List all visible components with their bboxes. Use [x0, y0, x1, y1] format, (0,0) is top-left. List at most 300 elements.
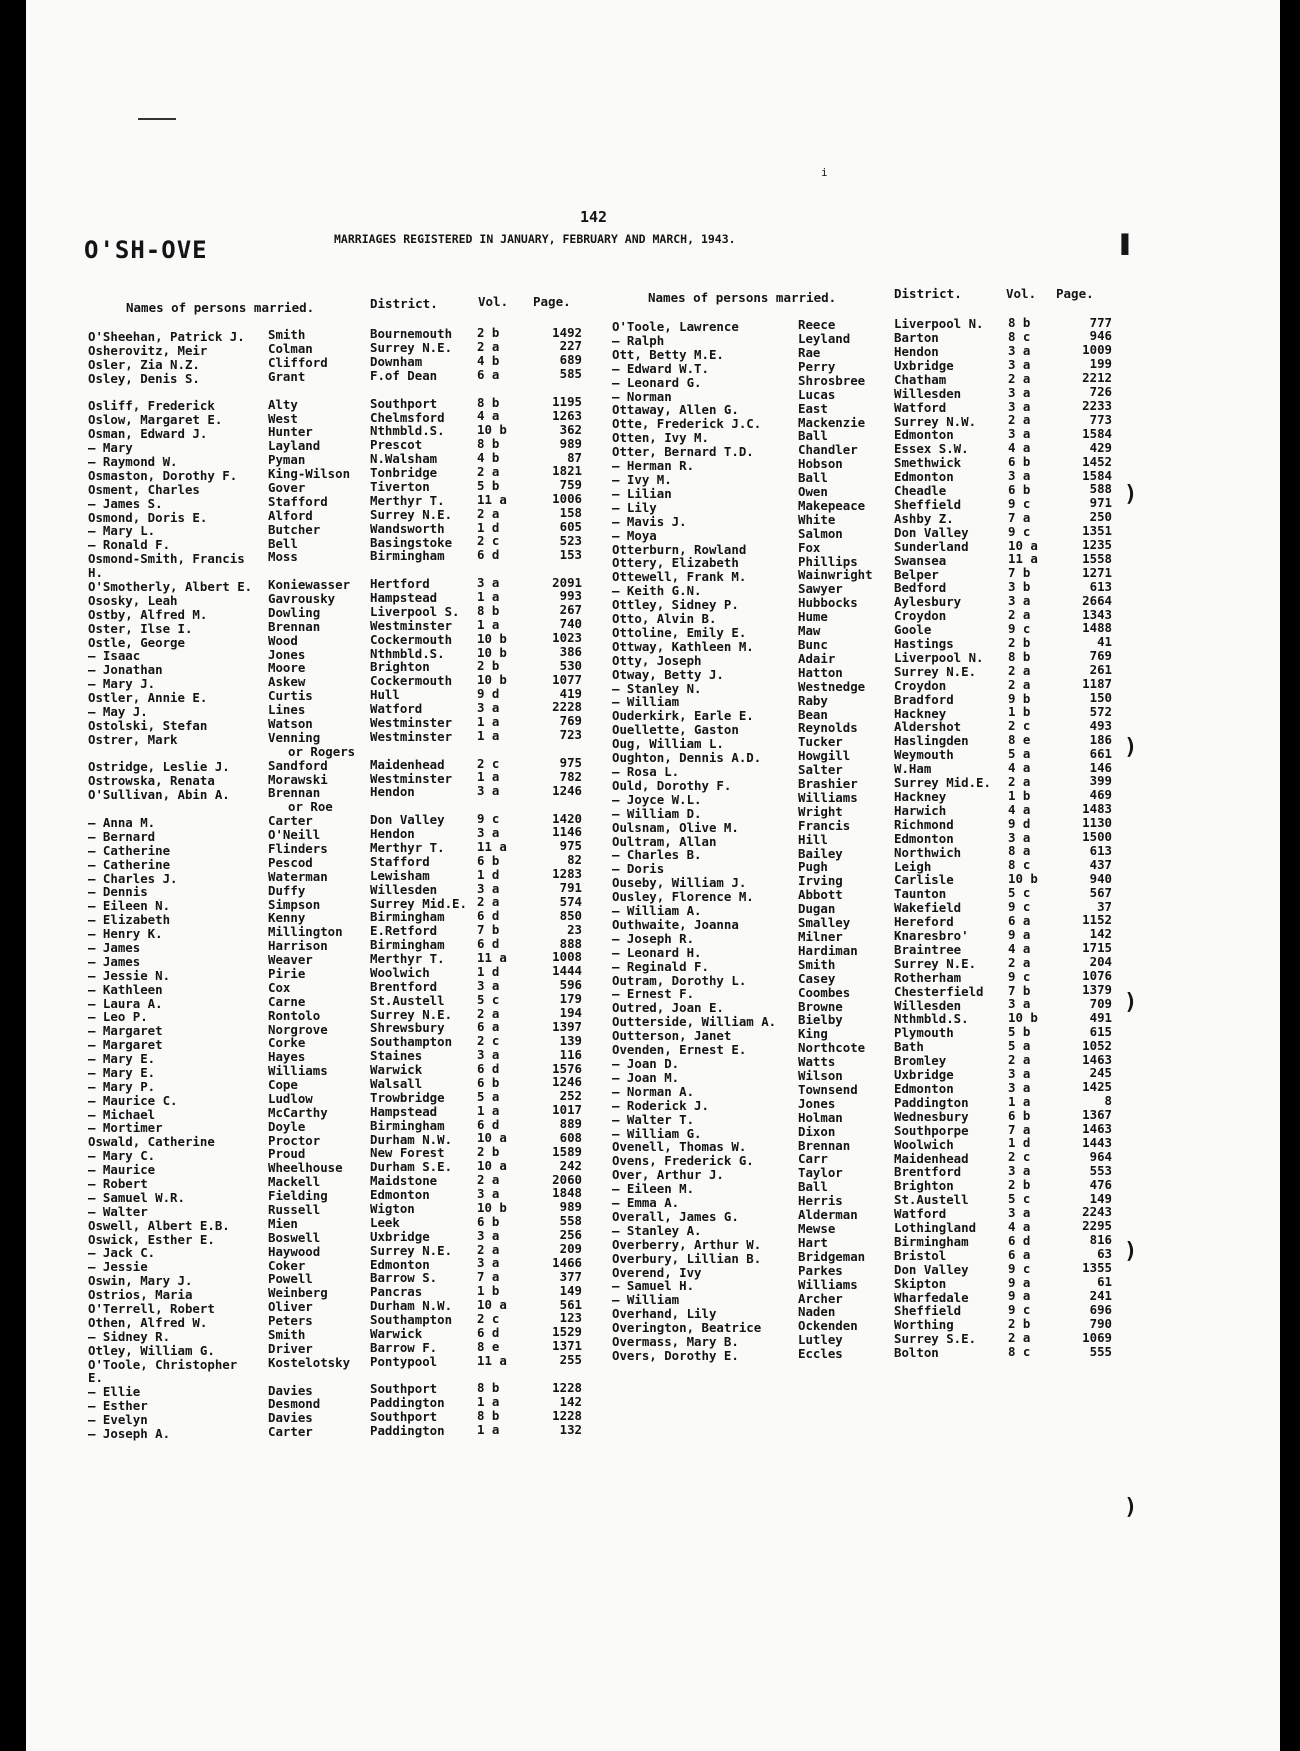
entry-volume: 4 a: [1008, 801, 1031, 817]
entry-name: — Esther: [88, 1398, 148, 1414]
entry-page: 1069: [1082, 1329, 1112, 1345]
entry-page: 87: [567, 449, 582, 465]
entry-page: 1351: [1082, 523, 1112, 539]
entry-name: Ott, Betty M.E.: [612, 346, 724, 362]
entry-page: 709: [1089, 995, 1112, 1011]
entry-spouse-surname: Kenny: [268, 910, 306, 926]
entry-name: Oswin, Mary J.: [88, 1273, 193, 1289]
entry-district: Birmingham: [370, 937, 445, 953]
entry-volume: 6 d: [477, 1324, 500, 1340]
entry-district: Surrey N.W.: [894, 413, 977, 429]
entry-page: 1821: [552, 463, 582, 479]
entry-spouse-surname: Pirie: [268, 965, 306, 981]
entry-district: New Forest: [370, 1145, 445, 1161]
entry-name: — Leo P.: [88, 1009, 148, 1025]
entry-district: Bournemouth: [370, 326, 453, 342]
entry-district: Liverpool N.: [894, 316, 984, 332]
entry-volume: 7 b: [477, 922, 500, 938]
punch-hole-mark-icon: ): [1124, 735, 1138, 760]
entry-page: 975: [559, 755, 582, 770]
entry-volume: 9 c: [1008, 899, 1031, 914]
entry-name: — Norman A.: [612, 1083, 695, 1099]
entry-district: Hendon: [370, 826, 415, 841]
entry-page: 940: [1089, 870, 1112, 886]
entry-spouse-surname: Kostelotsky: [268, 1354, 351, 1370]
entry-volume: 8 c: [1008, 328, 1031, 344]
entry-district: Hackney: [894, 788, 947, 804]
entry-district: Downham: [370, 354, 423, 369]
entry-spouse-surname: Northcote: [798, 1040, 866, 1056]
entry-volume: 4 a: [1008, 760, 1031, 775]
entry-spouse-surname: Desmond: [268, 1396, 321, 1412]
entry-name: Overbury, Lillian B.: [612, 1250, 762, 1266]
entry-spouse-surname: Owen: [798, 484, 828, 499]
entry-page: 362: [559, 421, 582, 437]
entry-page: 252: [559, 1088, 582, 1104]
entry-district: Chelmsford: [370, 409, 445, 425]
right-header-page: Page.: [1056, 286, 1094, 301]
entry-spouse-surname: Butcher: [268, 521, 321, 537]
entry-name: — Bernard: [88, 828, 156, 844]
entry-spouse-surname: Leyland: [798, 331, 851, 346]
entry-volume: 2 a: [477, 1241, 500, 1257]
entry-spouse-surname: Askew: [268, 674, 306, 690]
entry-name: — Joan D.: [612, 1056, 680, 1071]
entry-district: Bath: [894, 1039, 924, 1055]
entry-volume: 9 d: [477, 686, 500, 702]
entry-name: Oug, William L.: [612, 736, 724, 752]
entry-spouse-surname: Oliver: [268, 1299, 313, 1315]
entry-district: Stafford: [370, 853, 430, 869]
entry-page: 158: [559, 505, 582, 521]
entry-spouse-surname: Boswell: [268, 1229, 321, 1245]
entry-spouse-surname: Hatton: [798, 664, 843, 680]
entry-volume: 6 b: [1008, 454, 1031, 470]
entry-district: Bolton: [894, 1345, 939, 1361]
entry-spouse-surname: Coombes: [798, 984, 851, 1000]
entry-district: Lothingland: [894, 1220, 977, 1235]
entry-volume: 4 a: [1008, 940, 1031, 956]
entry-name: H.: [88, 565, 103, 580]
entry-volume: 6 a: [1008, 1246, 1031, 1262]
entry-name: — Mary L.: [88, 523, 156, 539]
entry-page: 1425: [1082, 1079, 1112, 1095]
entry-name: Overington, Beatrice: [612, 1320, 762, 1336]
entry-district: Taunton: [894, 886, 947, 902]
entry-spouse-surname: Moss: [268, 549, 298, 565]
entry-page: 267: [559, 602, 582, 618]
entry-name: Ovenden, Ernest E.: [612, 1042, 747, 1058]
entry-name: Oulsnam, Olive M.: [612, 819, 739, 835]
entry-name: — William: [612, 694, 680, 710]
entry-page: 1017: [552, 1102, 582, 1118]
entry-district: Surrey Mid.E.: [370, 895, 467, 911]
register-title: MARRIAGES REGISTERED IN JANUARY, FEBRUARY AND MARCH, 1943.: [334, 232, 736, 246]
entry-volume: 8 b: [1008, 648, 1031, 664]
margin-dash: [138, 118, 176, 120]
entry-spouse-surname: Hobson: [798, 456, 843, 472]
entry-volume: 10 b: [1008, 1010, 1038, 1026]
entry-volume: 3 a: [1008, 356, 1031, 372]
entry-page: 1443: [1082, 1134, 1112, 1150]
entry-spouse-surname: Mien: [268, 1215, 298, 1231]
entry-name: — Mary P.: [88, 1078, 156, 1094]
entry-volume: 4 a: [477, 408, 500, 424]
entry-name: — Jack C.: [88, 1245, 156, 1261]
entry-page: 186: [1089, 731, 1112, 747]
entry-spouse-surname: Casey: [798, 970, 836, 986]
entry-volume: 3 a: [1008, 342, 1031, 358]
entry-volume: 10 b: [477, 644, 507, 660]
entry-name: Ould, Dorothy F.: [612, 777, 732, 793]
entry-district: Uxbridge: [370, 1228, 430, 1244]
entry-page: 2091: [552, 574, 582, 590]
entry-page: 1228: [552, 1379, 582, 1395]
entry-spouse-surname: Carter: [268, 813, 313, 829]
entry-name: Osley, Denis S.: [88, 370, 200, 386]
entry-district: Shrewsbury: [370, 1020, 445, 1036]
entry-spouse-surname: Flinders: [268, 840, 328, 856]
entry-page: 740: [559, 616, 582, 632]
entry-page: 1343: [1082, 606, 1112, 622]
entry-spouse-surname: Maw: [798, 623, 821, 638]
entry-page: 1584: [1082, 425, 1112, 441]
entry-spouse-surname: Watts: [798, 1054, 836, 1070]
entry-page: 1187: [1082, 676, 1112, 692]
entry-district: Goole: [894, 622, 932, 638]
entry-spouse-surname: Ockenden: [798, 1318, 858, 1334]
entry-spouse-surname: Weinberg: [268, 1285, 328, 1301]
entry-volume: 10 b: [477, 630, 507, 646]
entry-name: — James: [88, 939, 141, 955]
entry-spouse-surname: Carter: [268, 1424, 313, 1440]
entry-page: 1023: [552, 630, 582, 645]
entry-spouse-surname: Moore: [268, 660, 306, 676]
entry-page: 1420: [552, 810, 582, 826]
entry-volume: 6 b: [1008, 1107, 1031, 1123]
entry-name: — Edward W.T.: [612, 360, 709, 376]
entry-district: Paddington: [894, 1094, 969, 1110]
entry-spouse-surname: Dugan: [798, 901, 836, 917]
entry-district: Weymouth: [894, 747, 954, 763]
entry-name: — May J.: [88, 703, 148, 719]
entry-district: Southport: [370, 395, 438, 411]
entry-name: Otty, Joseph: [612, 652, 702, 668]
entry-name: — Emma A.: [612, 1195, 680, 1210]
entry-page: 1558: [1082, 550, 1112, 566]
entry-page: 993: [559, 588, 582, 604]
entry-volume: 10 a: [477, 1130, 507, 1146]
entry-name: — Laura A.: [88, 995, 163, 1011]
entry-volume: 11 a: [477, 949, 507, 965]
entry-district: Southampton: [370, 1312, 453, 1327]
entry-page: 726: [1089, 384, 1112, 399]
entry-page: 1379: [1082, 982, 1112, 997]
entry-district: Westminster: [370, 715, 453, 730]
entry-name: Otterburn, Rowland: [612, 541, 747, 557]
entry-name: O'Sheehan, Patrick J.: [88, 329, 245, 344]
entry-spouse-surname: Alford: [268, 507, 313, 523]
entry-volume: 10 a: [477, 1158, 507, 1174]
entry-district: Hampstead: [370, 590, 438, 605]
entry-district: Hendon: [894, 344, 939, 359]
entry-name: Oslow, Margaret E.: [88, 412, 223, 428]
entry-spouse-surname: Naden: [798, 1304, 836, 1320]
entry-volume: 9 a: [1008, 926, 1031, 942]
entry-district: Uxbridge: [894, 357, 954, 373]
entry-district: Sheffield: [894, 496, 962, 512]
entry-district: Hastings: [894, 636, 954, 651]
entry-name: Ovens, Frederick G.: [612, 1153, 754, 1169]
entry-name: Ososky, Leah: [88, 592, 178, 608]
entry-district: Cheadle: [894, 483, 947, 498]
entry-name: Osmond-Smith, Francis: [88, 551, 245, 567]
entry-name: — Eileen N.: [88, 898, 171, 914]
entry-volume: 9 c: [1008, 968, 1031, 984]
entry-page: 561: [559, 1296, 582, 1312]
entry-volume: 1 b: [1008, 787, 1031, 803]
entry-name: — Ernest F.: [612, 986, 695, 1002]
entry-page: 558: [559, 1213, 582, 1229]
entry-district: Bristol: [894, 1247, 947, 1263]
entry-volume: 8 b: [477, 602, 500, 618]
entry-volume: 6 d: [1008, 1232, 1031, 1248]
entry-page: 1500: [1082, 829, 1112, 844]
entry-name: — Walter: [88, 1203, 148, 1219]
entry-page: 1584: [1082, 467, 1112, 483]
entry-district: Sheffield: [894, 1303, 962, 1319]
entry-page: 1715: [1082, 940, 1112, 956]
entry-district: Hull: [370, 687, 400, 703]
entry-spouse-surname: King: [798, 1026, 828, 1042]
entry-page: 1008: [552, 949, 582, 965]
entry-district: F.of Dean: [370, 367, 438, 383]
entry-page: 399: [1089, 773, 1112, 789]
entry-volume: 1 a: [477, 713, 500, 729]
entry-district: Worthing: [894, 1317, 954, 1333]
entry-volume: 4 b: [477, 450, 500, 466]
entry-district: Merthyr T.: [370, 492, 445, 508]
entry-spouse-surname: Davies: [268, 1382, 313, 1398]
left-header-district: District.: [370, 296, 438, 311]
entry-district: Woolwich: [894, 1136, 954, 1152]
entry-spouse-surname: Davies: [268, 1410, 313, 1426]
entry-spouse-surname: Dowling: [268, 604, 321, 620]
entry-page: 1397: [552, 1018, 582, 1034]
entry-spouse-surname: Mackenzie: [798, 414, 866, 430]
entry-spouse-surname: Pugh: [798, 859, 828, 875]
entry-spouse-surname: Harrison: [268, 938, 328, 954]
entry-district: Birmingham: [370, 1117, 445, 1133]
entry-page: 1355: [1082, 1260, 1112, 1276]
entry-volume: 2 a: [1008, 662, 1031, 678]
entry-spouse-surname: Watson: [268, 716, 313, 731]
entry-page: 596: [559, 977, 582, 993]
entry-page: 613: [1089, 842, 1112, 858]
entry-district: Uxbridge: [894, 1067, 954, 1082]
entry-spouse-surname: Simpson: [268, 896, 321, 912]
entry-name: — Ronald F.: [88, 537, 171, 553]
entry-district: Hackney: [894, 705, 947, 721]
entry-district: Leigh: [894, 858, 932, 874]
entry-spouse-surname: Lucas: [798, 386, 836, 402]
entry-name: — Sidney R.: [88, 1328, 171, 1344]
entry-district: Brighton: [894, 1178, 954, 1194]
entry-spouse-surname: Herris: [798, 1193, 843, 1209]
entry-district: Croydon: [894, 608, 947, 624]
entry-page: 850: [559, 907, 582, 923]
entry-page: 1146: [552, 824, 582, 840]
entry-volume: 1 a: [477, 769, 500, 785]
entry-spouse-surname: Bridgeman: [798, 1248, 866, 1264]
entry-name: Otte, Frederick J.C.: [612, 416, 762, 432]
entry-district: Surrey N.E.: [370, 506, 453, 522]
entry-district: Wigton: [370, 1200, 415, 1216]
entry-page: 574: [559, 893, 582, 909]
entry-volume: 3 a: [1008, 1205, 1031, 1220]
entry-name: — Catherine: [88, 856, 171, 872]
entry-page: 971: [1089, 495, 1112, 511]
entry-volume: 9 c: [1008, 523, 1031, 539]
entry-district: Braintree: [894, 941, 962, 957]
entry-page: 1483: [1082, 801, 1112, 817]
entry-district: Northwich: [894, 844, 962, 860]
entry-district: Rotherham: [894, 969, 962, 985]
entry-district: Westminster: [370, 617, 453, 633]
entry-volume: 2 b: [477, 325, 500, 341]
entry-name: Outred, Joan E.: [612, 1000, 724, 1016]
entry-district: Sunderland: [894, 538, 969, 554]
entry-spouse-surname: Wilson: [798, 1068, 843, 1083]
entry-name: Otley, William G.: [88, 1342, 215, 1358]
entry-page: 61: [1097, 1274, 1112, 1289]
entry-spouse-surname: Bielby: [798, 1012, 843, 1028]
entry-page: 530: [559, 657, 582, 673]
entry-page: 790: [1089, 1315, 1112, 1331]
entry-page: 139: [559, 1032, 582, 1048]
entry-district: Wednesbury: [894, 1108, 969, 1124]
entry-name: — Charles B.: [612, 847, 702, 863]
entry-page: 8: [1104, 1093, 1112, 1109]
entry-district: Aldershot: [894, 719, 962, 735]
entry-page: 605: [559, 518, 582, 534]
entry-volume: 1 d: [477, 519, 500, 535]
entry-volume: 3 a: [1008, 996, 1031, 1012]
entry-spouse-surname: Wright: [798, 803, 843, 819]
entry-page: 1006: [552, 491, 582, 507]
entry-volume: 2 a: [1008, 1052, 1031, 1067]
entry-name: Ostrer, Mark: [88, 731, 178, 747]
entry-page: 146: [1089, 759, 1112, 775]
entry-volume: 2 a: [477, 339, 500, 354]
entry-page: 1130: [1082, 815, 1112, 831]
entry-page: 179: [559, 991, 582, 1006]
entry-page: 2228: [552, 699, 582, 715]
entry-volume: 2 c: [477, 533, 500, 549]
entry-volume: 2 c: [1008, 718, 1031, 734]
entry-district: Westminster: [370, 770, 453, 786]
entry-district: Barton: [894, 330, 939, 346]
entry-spouse-surname: Peters: [268, 1313, 313, 1328]
entry-volume: 9 c: [477, 811, 500, 827]
entry-page: 209: [559, 1241, 582, 1256]
entry-spouse-surname: Curtis: [268, 688, 313, 704]
entry-name: Ostle, George: [88, 634, 185, 650]
entry-name: — James: [88, 953, 141, 969]
entry-spouse-surname: Perry: [798, 358, 836, 374]
entry-page: 1235: [1082, 537, 1112, 552]
entry-volume: 2 a: [477, 464, 500, 479]
entry-volume: 2 a: [1008, 412, 1031, 428]
entry-district: Edmonton: [894, 830, 954, 846]
entry-spouse-surname: Taylor: [798, 1165, 843, 1181]
entry-name: Otter, Bernard T.D.: [612, 444, 754, 460]
entry-volume: 1 d: [477, 866, 500, 882]
left-header-page: Page.: [533, 294, 571, 309]
entry-volume: 3 a: [477, 783, 500, 799]
entry-name: — Maurice C.: [88, 1092, 178, 1108]
entry-spouse-surname: King-Wilson: [268, 466, 351, 482]
entry-district: Harwich: [894, 802, 947, 818]
entry-spouse-surname: Millington: [268, 924, 343, 940]
entry-spouse-surname: Koniewasser: [268, 577, 351, 593]
entry-spouse-surname: Layland: [268, 438, 321, 454]
entry-name: Ouellette, Gaston: [612, 722, 739, 738]
entry-district: Barrow F.: [370, 1339, 438, 1355]
entry-volume: 3 a: [1008, 1079, 1031, 1095]
entry-spouse-surname: Howgill: [798, 748, 851, 764]
entry-name: — Mary E.: [88, 1064, 156, 1080]
entry-district: Durham S.E.: [370, 1159, 453, 1175]
section-range: O'SH-OVE: [84, 236, 208, 264]
entry-spouse-surname: Bell: [268, 535, 298, 551]
entry-name: Ottery, Elizabeth: [612, 555, 739, 571]
entry-spouse-surname: Corke: [268, 1035, 306, 1051]
entry-name: Ottaway, Allen G.: [612, 402, 739, 418]
entry-name: Overall, James G.: [612, 1208, 739, 1224]
entry-district: Staines: [370, 1048, 423, 1064]
entry-name: O'Terrell, Robert: [88, 1300, 215, 1316]
entry-district: Southporpe: [894, 1122, 969, 1138]
entry-name: Ousley, Florence M.: [612, 889, 754, 905]
entry-page: 1463: [1082, 1121, 1112, 1136]
entry-volume: 5 a: [1008, 746, 1031, 762]
entry-name: O'Smotherly, Albert E.: [88, 578, 253, 594]
entry-page: 469: [1089, 787, 1112, 803]
entry-spouse-surname: or Roe: [288, 799, 333, 815]
entry-name: — Lily: [612, 499, 657, 515]
entry-page: 377: [559, 1268, 582, 1284]
entry-spouse-surname: Wood: [268, 632, 298, 648]
entry-page: 816: [1089, 1232, 1112, 1248]
entry-volume: 6 d: [477, 908, 500, 924]
left-header-vol: Vol.: [478, 294, 509, 309]
entry-volume: 9 c: [1008, 620, 1031, 636]
entry-district: Surrey S.E.: [894, 1331, 977, 1347]
punch-hole-mark-icon: ): [1124, 1239, 1138, 1264]
entry-name: — Moya: [612, 527, 657, 543]
entry-spouse-surname: Gavrousky: [268, 591, 336, 606]
entry-district: Carlisle: [894, 872, 954, 888]
margin-tick: i: [821, 166, 828, 179]
entry-spouse-surname: Waterman: [268, 868, 328, 884]
entry-volume: 1 a: [477, 588, 500, 604]
entry-district: Croydon: [894, 677, 947, 693]
entry-name: O'Sullivan, Abin A.: [88, 787, 230, 803]
entry-name: — Joan M.: [612, 1069, 680, 1085]
entry-page: 1076: [1082, 968, 1112, 984]
entry-volume: 3 a: [477, 825, 500, 840]
